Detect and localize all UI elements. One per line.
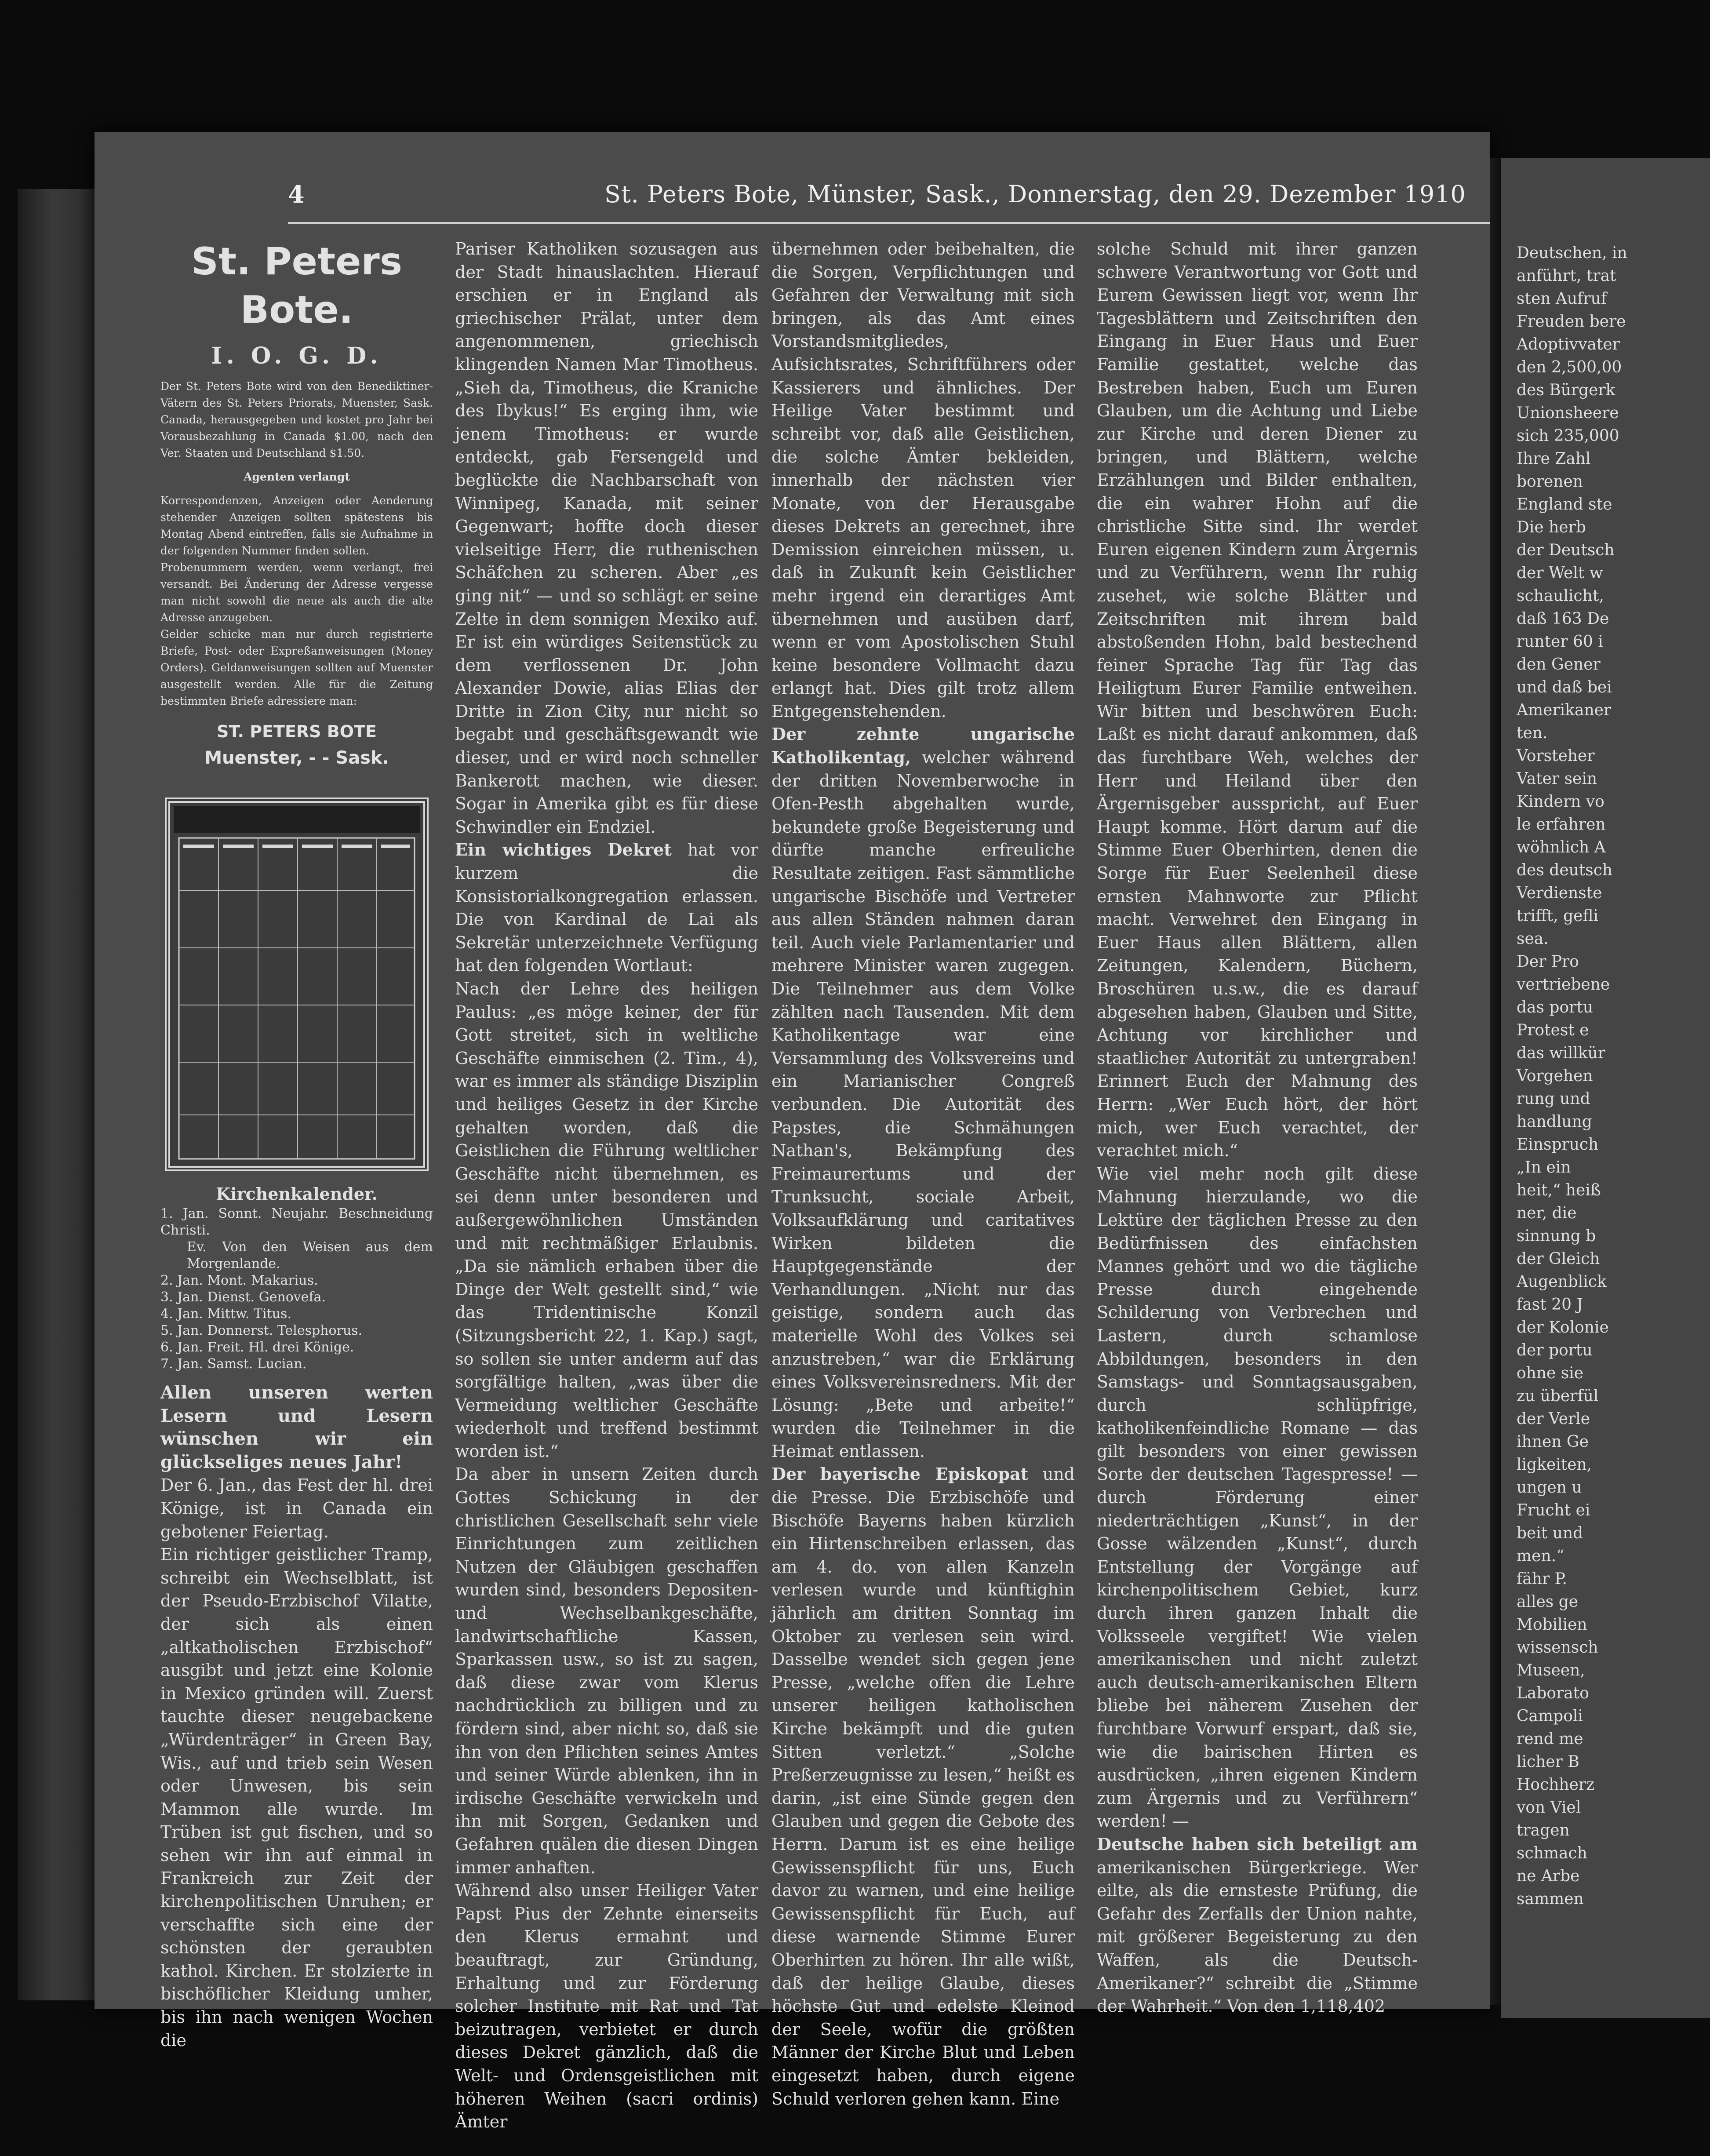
article-paragraph: Wie viel mehr noch gilt diese Mahnung hierzulande, wo die Lektüre der täglichen Presse zu den Bedürfnissen des einfachsten Mannes gehört und wo die tägliche Presse durch eingehende Schilderung von Verbrechen und Lastern, durch schamlose Abbildungen, besonders in den Samstags- und Sonntagsausgaben, durch schlüpfrige, katholikenfeindliche Romane — das gilt besonders von einer gewissen Sorte der deutschen Tagespresse! — durch Förderung einer niederträchtigen „Kunst“, in der Gosse wälzenden „Kunst“, durch Entstellung der Vorgänge auf kirchenpolitischem Gebiet, kurz durch ihren ganzen Inhalt die Volksseele vergiftet! Wie vielen amerikanischen und nicht zuletzt auch deutsch-amerikanischen Eltern bliebe bei näherem Zusehen der furchtbare Vorwurf erspart, daß sie, wie die bairischen Hirten es ausdrücken, „ihren eigenen Kindern zum Ärgernis und zu Verführern“ werden! — [1097,1164,1418,1831]
header-rule [288,222,1492,224]
calendar-entry: 1. Jan. Sonnt. Neujahr. Beschneidung Christi. [160,1206,433,1238]
article-paragraph: Ein richtiger geistlicher Tramp, schreibt ein Wechselblatt, ist der Pseudo-Erzbischof Vilatte, der sich als einen „altkatholischen Erzbischof“ ausgibt und jetzt eine Kolonie in Mexico gründen will. Zuerst tauchte dieser neugebackene „Würdenträger“ in Green Bay, Wis., auf und trieb sein Wesen oder Unwesen, bis sein Mammon alle wurde. Im Trüben ist gut fischen, und so sehen wir ihn auf einmal in Frankreich zur Zeit der kirchenpolitischen Unruhen; er verschaffte sich eine der schönsten der geraubten kathol. Kirchen. Er stolzierte in bischöflicher Kleidung umher, bis ihn nach wenigen Wochen die [160,1545,433,2050]
calendar-entry: Ev. Von den Weisen aus dem Morgenlande. [187,1239,433,1271]
calendar-entry: 3. Jan. Dienst. Genovefa. [160,1289,326,1305]
calendar-illustration [165,798,429,1171]
article-text: welcher während der dritten Novemberwoche in Ofen-Pesth abgehalten wurde, bekundete große Begeisterung und dürfte manche erfreuliche Resultate zeitigen. Fast sämmtliche ungarische Bischöfe und Vertreter aus allen Ständen nahmen daran teil. Auch viele Parlamentarier und mehrere Minister waren zugegen. Die Teilnehmer aus dem Volke zählten nach Tausenden. Mit dem Katholikentage war eine Versammlung des Volksvereins und ein Marianischer Congreß verbunden. Die Autorität des Papstes, die Schmähungen Nathan's, Bekämpfung des Freimaurertums und der Trunksucht, sociale Arbeit, Volksaufklärung und caritatives Wirken bildeten die Hauptgegenstände der Verhandlungen. „Nicht nur das geistige, sondern auch das materielle Wohl des Volkes sei anzustreben,“ war die Erklärung eines Volksvereinsredners. Mit der Lösung: „Bete und arbeite!“ wurden die Teilnehmer in die Heimat entlassen. [771,748,1075,1461]
payment-notice: Gelder schicke man nur durch registrierte Briefe, Post- oder Expreßanweisungen (Money Orders). Geldanweisungen sollten auf Muenster ausgestellt werden. Alle für die Zeitung bestimmten Briefe adressiere man: [160,628,433,707]
calendar-entry: 7. Jan. Samst. Lucian. [160,1356,307,1372]
header-title: St. Peters Bote, Münster, Sask., Donnerstag, den 29. Dezember 1910 [604,180,1466,208]
column-2 [455,237,758,2134]
article-text: und die Presse. Die Erzbischöfe und Bischöfe Bayerns haben kürzlich ein Hirtenschreiben erlassen, das am 4. do. von allen Kanzeln verlesen wurde und künftighin jährlich am dritten Sonntag im Oktober zu verlesen sein wird. Dasselbe wendet sich gegen jene Presse, „welche offen die Lehre unserer heiligen katholischen Kirche bekämpft und die guten Sitten verletzt.“ „Solche Preßerzeugnisse zu lesen,“ heißt es darin, „ist eine Sünde gegen den Glauben und gegen die Gebote des Herrn. Darum ist es eine heilige Gewissenspflicht für uns, Euch davor zu warnen, und eine heilige Gewissenspflicht für Euch, auf diese warnende Stimme Eurer Oberhirten zu hören. Ihr alle wißt, daß der heilige Glaube, dieses höchste Gut und edelste Kleinod der Seele, wofür die größten Männer der Kirche Blut und Leben eingesetzt haben, durch eigene Schuld verloren gehen kann. Eine [771,1464,1075,2109]
article-lead: Der bayerische Episkopat [771,1464,1029,1484]
article-lead: Der zehnte ungarische Katholikentag, [771,724,1075,768]
article-paragraph: solche Schuld mit ihrer ganzen schwere Verantwortung vor Gott und Eurem Gewissen liegt vor, wenn Ihr Tagesblättern und Zeitschriften den Eingang in Euer Haus und Euer Familie gestattet, welche das Bestreben haben, Euch um Euren Glauben, um die Achtung und Liebe zur Kirche und deren Diener zu bringen, und Blättern, welche Erzählungen und Bilder enthalten, die ein wahrer Hohn auf die christliche Sitte sind. Ihr werdet Euren eigenen Kindern zum Ärgernis und zu Verführern, wenn Ihr ruhig zusehet, wie solche Blätter und Zeitschriften mit ihrem bald abstoßenden Hohn, bald bestechend feiner Sprache Tag für Tag das Heiligtum Eurer Familie entweihen. Wir bitten und beschwören Euch: Laßt es nicht darauf ankommen, daß das furchtbare Weh, welches der Herr und Heiland über den Ärgernisgeber ausspricht, auf Euer Haupt komme. Hört darum auf die Stimme Euer Oberhirten, denen die Sorge für Euer Seelenheil diese ernsten Mahnworte zur Pflicht macht. Verwehret den Eingang in Euer Haus allen Blättern, allen Zeitungen, Kalendern, Büchern, Broschüren u.s.w., die es darauf abgesehen haben, Glauben und Sitte, Achtung vor kirchlicher und staatlicher Autorität zu untergraben! Erinnert Euch der Mahnung des Herrn: „Wer Euch hört, der hört mich, wer Euch verachtet, der verachtet mich.“ [1097,239,1418,1161]
page-number: 4 [288,180,305,208]
calendar-entry: 4. Jan. Mittw. Titus. [160,1306,291,1322]
article-paragraph: Nach der Lehre des heiligen Paulus: „es möge keiner, der für Gott streitet, sich in weltliche Geschäfte einmischen (2. Tim., 4), war es immer als ständige Disziplin und heiliges Gesetz in der Kirche gehalten worden, daß die Geistlichen die Führung weltlicher Geschäfte nicht übernehmen, es sei denn unter besonderen und außergewöhnlichen Umständen und mit rechtmäßiger Erlaubnis. „Da sie nämlich erhaben über die Dinge der Welt gestellt sind,“ wie das Tridentinische Konzil (Sitzungsbericht 22, 1. Kap.) sagt, so sollen sie unter anderm auf das sorgfältige halten, „was über die Vermeidung weltlicher Geschäfte wiederholt und treffend bestimmt worden ist.“ [455,979,758,1461]
book-spine-edge [18,189,106,2000]
article-paragraph: Pariser Katholiken sozusagen aus der Stadt hinauslachten. Hierauf erschien er in England als griechischer Prälat, unter dem angenommenen, griechisch klingenden Namen Mar Timotheus. „Sieh da, Timotheus, die Kraniche des Ibykus!“ Es erging ihm, wie jenem Timotheus: er wurde entdeckt, gab Fersengeld und beglückte die Nachbarschaft von Winnipeg, Kanada, mit seiner Gegenwart; hoffte doch dieser vielseitige Herr, die ruthenischen Schäfchen zu scheren. Aber „es ging nit“ — und so schlägt er seine Zelte in dem sonnigen Mexiko auf. Er ist ein würdiges Seitenstück zu dem verflossenen Dr. John Alexander Dowie, alias Elias der Dritte in Zion City, nur nicht so begabt und geschäftsgewandt wie dieser, und er wird noch schneller Bankerott machen, wie dieser. Sogar in Amerika gibt es für diese Schwindler ein Endziel. [455,239,758,837]
column-3 [771,237,1075,2110]
article-text: amerikanischen Bürgerkriege. Wer eilte, als die ernsteste Prüfung, die Gefahr des Zerfalls der Union nahte, mit größerer Begeisterung zu den Waffen, als die Deutsch-Amerikaner?“ schreibt die „Stimme der Wahrheit.“ Von den 1,118,402 [1097,1857,1418,2016]
sample-copy-notice: Probenummern werden, wenn verlangt, frei versandt. Bei Änderung der Adresse vergesse man nicht sowohl die neue als auch die alte Adresse anzugeben. [160,561,433,624]
page-header [288,180,1475,220]
calendar-entry: 5. Jan. Donnerst. Telesphorus. [160,1323,363,1338]
address-name: ST. PETERS BOTE [217,722,377,741]
calendar-heading: Kirchenkalender. [216,1184,378,1204]
agents-wanted: Agenten verlangt [244,470,350,483]
address-place: Muenster, - - Sask. [204,748,389,768]
article-paragraph: übernehmen oder beibehalten, die die Sorgen, Verpflichtungen und Gefahren der Verwaltung mit sich bringen, als das Amt eines Vorstandsmitgliedes, Aufsichtsrates, Schriftführers oder Kassierers und ähnliches. Der Heilige Vater bestimmt und schreibt vor, daß alle Geistlichen, die solche Ämter bekleiden, innerhalb der nächsten vier Monate, von der Herausgabe dieses Dekrets an gerechnet, ihre Demission einreichen müssen, u. daß in Zukunft kein Geistlicher mehr irgend ein derartiges Amt übernehmen und ausüben darf, wenn er vom Apostolischen Stuhl keine besondere Vollmacht dazu erlangt hat. Dies gilt trotz allem Entgegenstehenden. [771,239,1075,721]
article-paragraph: Während also unser Heiliger Vater Papst Pius der Zehnte einerseits den Klerus ermahnt und beauftragt, zur Gründung, Erhaltung und zur Förderung solcher Institute mit Rat und Tat beizutragen, verbietet er durch dieses Dekret gänzlich, daß die Welt- und Ordensgeistlichen mit höheren Weihen (sacri ordinis) Ämter [455,1881,758,2132]
publisher-notice: Der St. Peters Bote wird von den Benediktiner-Vätern des St. Peters Priorats, Muenster, Sask. Canada, herausgegeben und kostet pro Jahr bei Vorausbezahlung in Canada $1.00, nach den Ver. Staaten und Deutschland $1.50. [160,380,433,459]
calendar-grid-graphic [170,803,423,1166]
masthead-subtitle: I. O. G. D. [211,342,382,369]
column-4 [1097,237,1418,2018]
column-1 [160,237,433,2052]
article-lead: Deutsche haben sich beteiligt am [1097,1834,1418,1854]
new-year-greeting: Allen unseren werten Lesern und Lesern wünschen wir ein glückseliges neues Jahr! [160,1382,433,1472]
article-text: hat vor kurzem die Konsistorialkongregation erlassen. Die von Kardinal de Lai als Sekretär unterzeichnete Verfügung hat den folgenden Wortlaut: [455,840,758,976]
calendar-entry: 6. Jan. Freit. Hl. drei Könige. [160,1340,354,1355]
article-lead: Ein wichtiges Dekret [455,840,672,860]
newspaper-page [95,132,1490,2132]
adjacent-page-fragment [1501,158,1710,2018]
article-paragraph: Da aber in unsern Zeiten durch Gottes Schickung in der christlichen Gesellschaft sehr viele Einrichtungen zum zeitlichen Nutzen der Gläubigen geschaffen wurden sind, besonders Depositen- und Wechselbankgeschäfte, landwirtschaftliche Kassen, Sparkassen usw., so ist zu sagen, daß diese zwar vom Klerus nachdrücklich zu billigen und zu fördern sind, aber nicht so, daß sie ihn von den Pflichten seines Amtes und seiner Würde ablenken, ihn in irdische Geschäfte verwickeln und ihn mit Sorgen, Gedanken und Gefahren quälen die diesen Dingen immer anhaften. [455,1464,758,1877]
article-paragraph: Der 6. Jan., das Fest der hl. drei Könige, ist in Canada ein gebotener Feiertag. [160,1475,433,1541]
calendar-entry: 2. Jan. Mont. Makarius. [160,1273,318,1288]
adjacent-page-text: Deutschen, in anführt, trat sten Aufruf Freuden bere Adoptivvater den 2,500,00 des Bürgerk Unionsheere sich 235,000 Ihre Zahl borenen England ste Die herb der Deutsch der Welt w schaulicht, daß 163 De runter 60 i den Gener und daß bei Amerikaner ten. Vorsteher Vater sein Kindern vo le erfahren wöhnlich A des deutsch Verdienste trifft, gefli sea. Der Pro vertriebene das portu Protest e das willkür Vorgehen rung und handlung Einspruch „In ein heit,“ heiß ner, die sinnung b der Gleich Augenblick fast 20 J der Kolonie der portu ohne sie zu überfül der Verle ihnen Ge ligkeiten, ungen u Frucht ei beit und men.“ fähr P. alles ge Mobilien wissensch Museen, Laborato Campoli rend me licher B Hochherz von Viel tragen schmach ne Arbe sammen [1517,244,1627,1908]
correspondence-notice: Korrespondenzen, Anzeigen oder Aenderung stehender Anzeigen sollten spätestens bis Montag Abend eintreffen, falls sie Aufnahme in der folgenden Nummer finden sollen. [160,494,433,557]
masthead: St. Peters Bote. [191,240,403,332]
